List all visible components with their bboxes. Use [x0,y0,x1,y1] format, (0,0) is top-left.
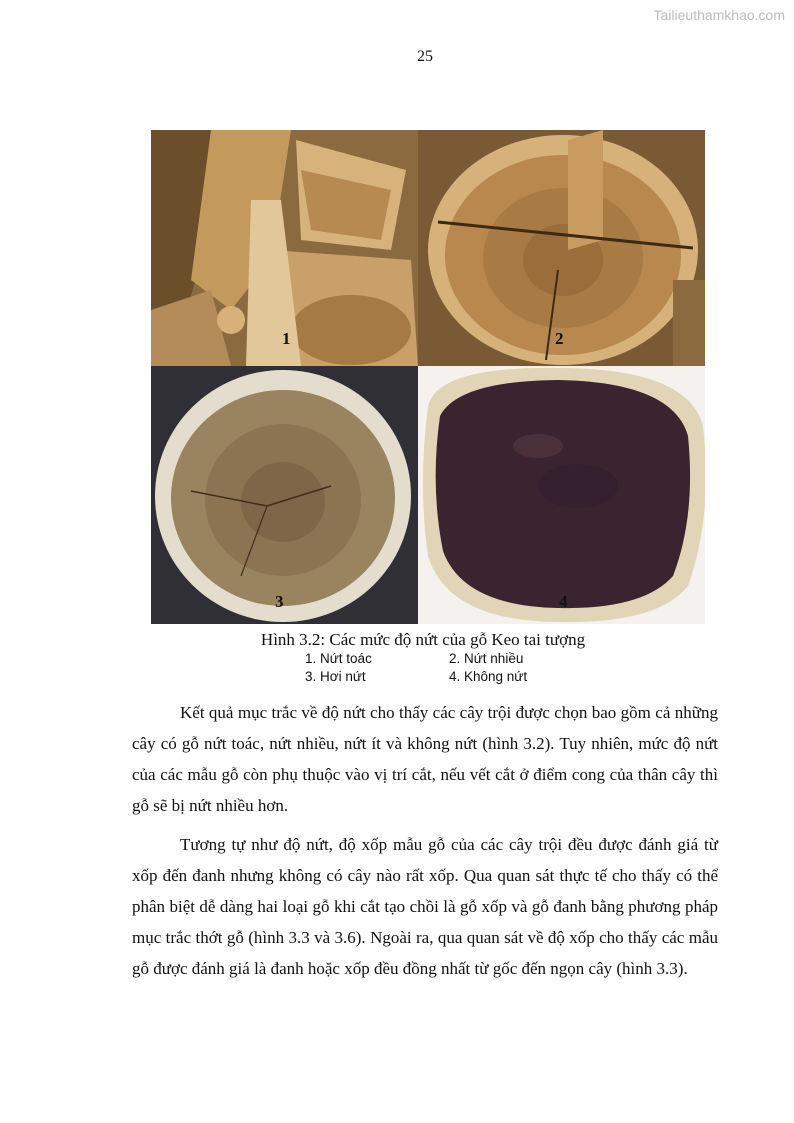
figure-caption: Hình 3.2: Các mức độ nứt của gỗ Keo tai tượng [260,630,586,649]
paragraph-porosity-text: Tương tự như độ nứt, độ xốp mẫu gỗ của các cây trội đều được đánh giá từ xốp đến đanh nhưng không có cây nào rất xốp. Qua quan sát thực tế cho thấy có thể phân biệt dễ dàng hai loại gỗ khi cắt tạo chồi là gỗ xốp và gỗ đanh bằng phương pháp mục trắc thớt gỗ (hình 3.3 và 3.6). Ngoài ra, qua quan sát về độ xốp cho thấy các mẫu gỗ được đánh giá là đanh hoặc xốp đều đồng nhất từ gốc đến ngọn cây (hình 3.3). [132,835,718,978]
legend-item-1: 1. Nứt toác [305,651,372,666]
photo-label-1: 1 [282,329,291,348]
paragraph-porosity [132,829,718,984]
paragraph-cracks [132,697,718,821]
watermark: Tailieuthamkhao.com [653,7,785,23]
legend-item-2: 2. Nứt nhiều [449,651,524,666]
figure-wood-cracks [151,130,705,624]
photo-slight-crack [151,366,418,624]
photo-label-2: 2 [555,329,564,348]
paragraph-cracks-text: Kết quả mục trắc về độ nứt cho thấy các cây trội được chọn bao gồm cả những cây có gỗ nứt toác, nứt nhiều, nứt ít và không nứt (hình 3.2). Tuy nhiên, mức độ nứt của các mẫu gỗ còn phụ thuộc vào vị trí cắt, nếu vết cắt ở điểm cong của thân cây thì gỗ sẽ bị nứt nhiều hơn. [132,703,718,815]
photo-cracked-section [418,130,705,366]
page-number: 25 [417,48,433,65]
photo-split-log [151,130,418,366]
photo-label-3: 3 [275,592,284,611]
photo-label-4: 4 [559,592,568,611]
legend-item-4: 4. Không nứt [449,669,528,684]
photo-no-crack [418,366,705,624]
legend-item-3: 3. Hơi nứt [305,669,366,684]
